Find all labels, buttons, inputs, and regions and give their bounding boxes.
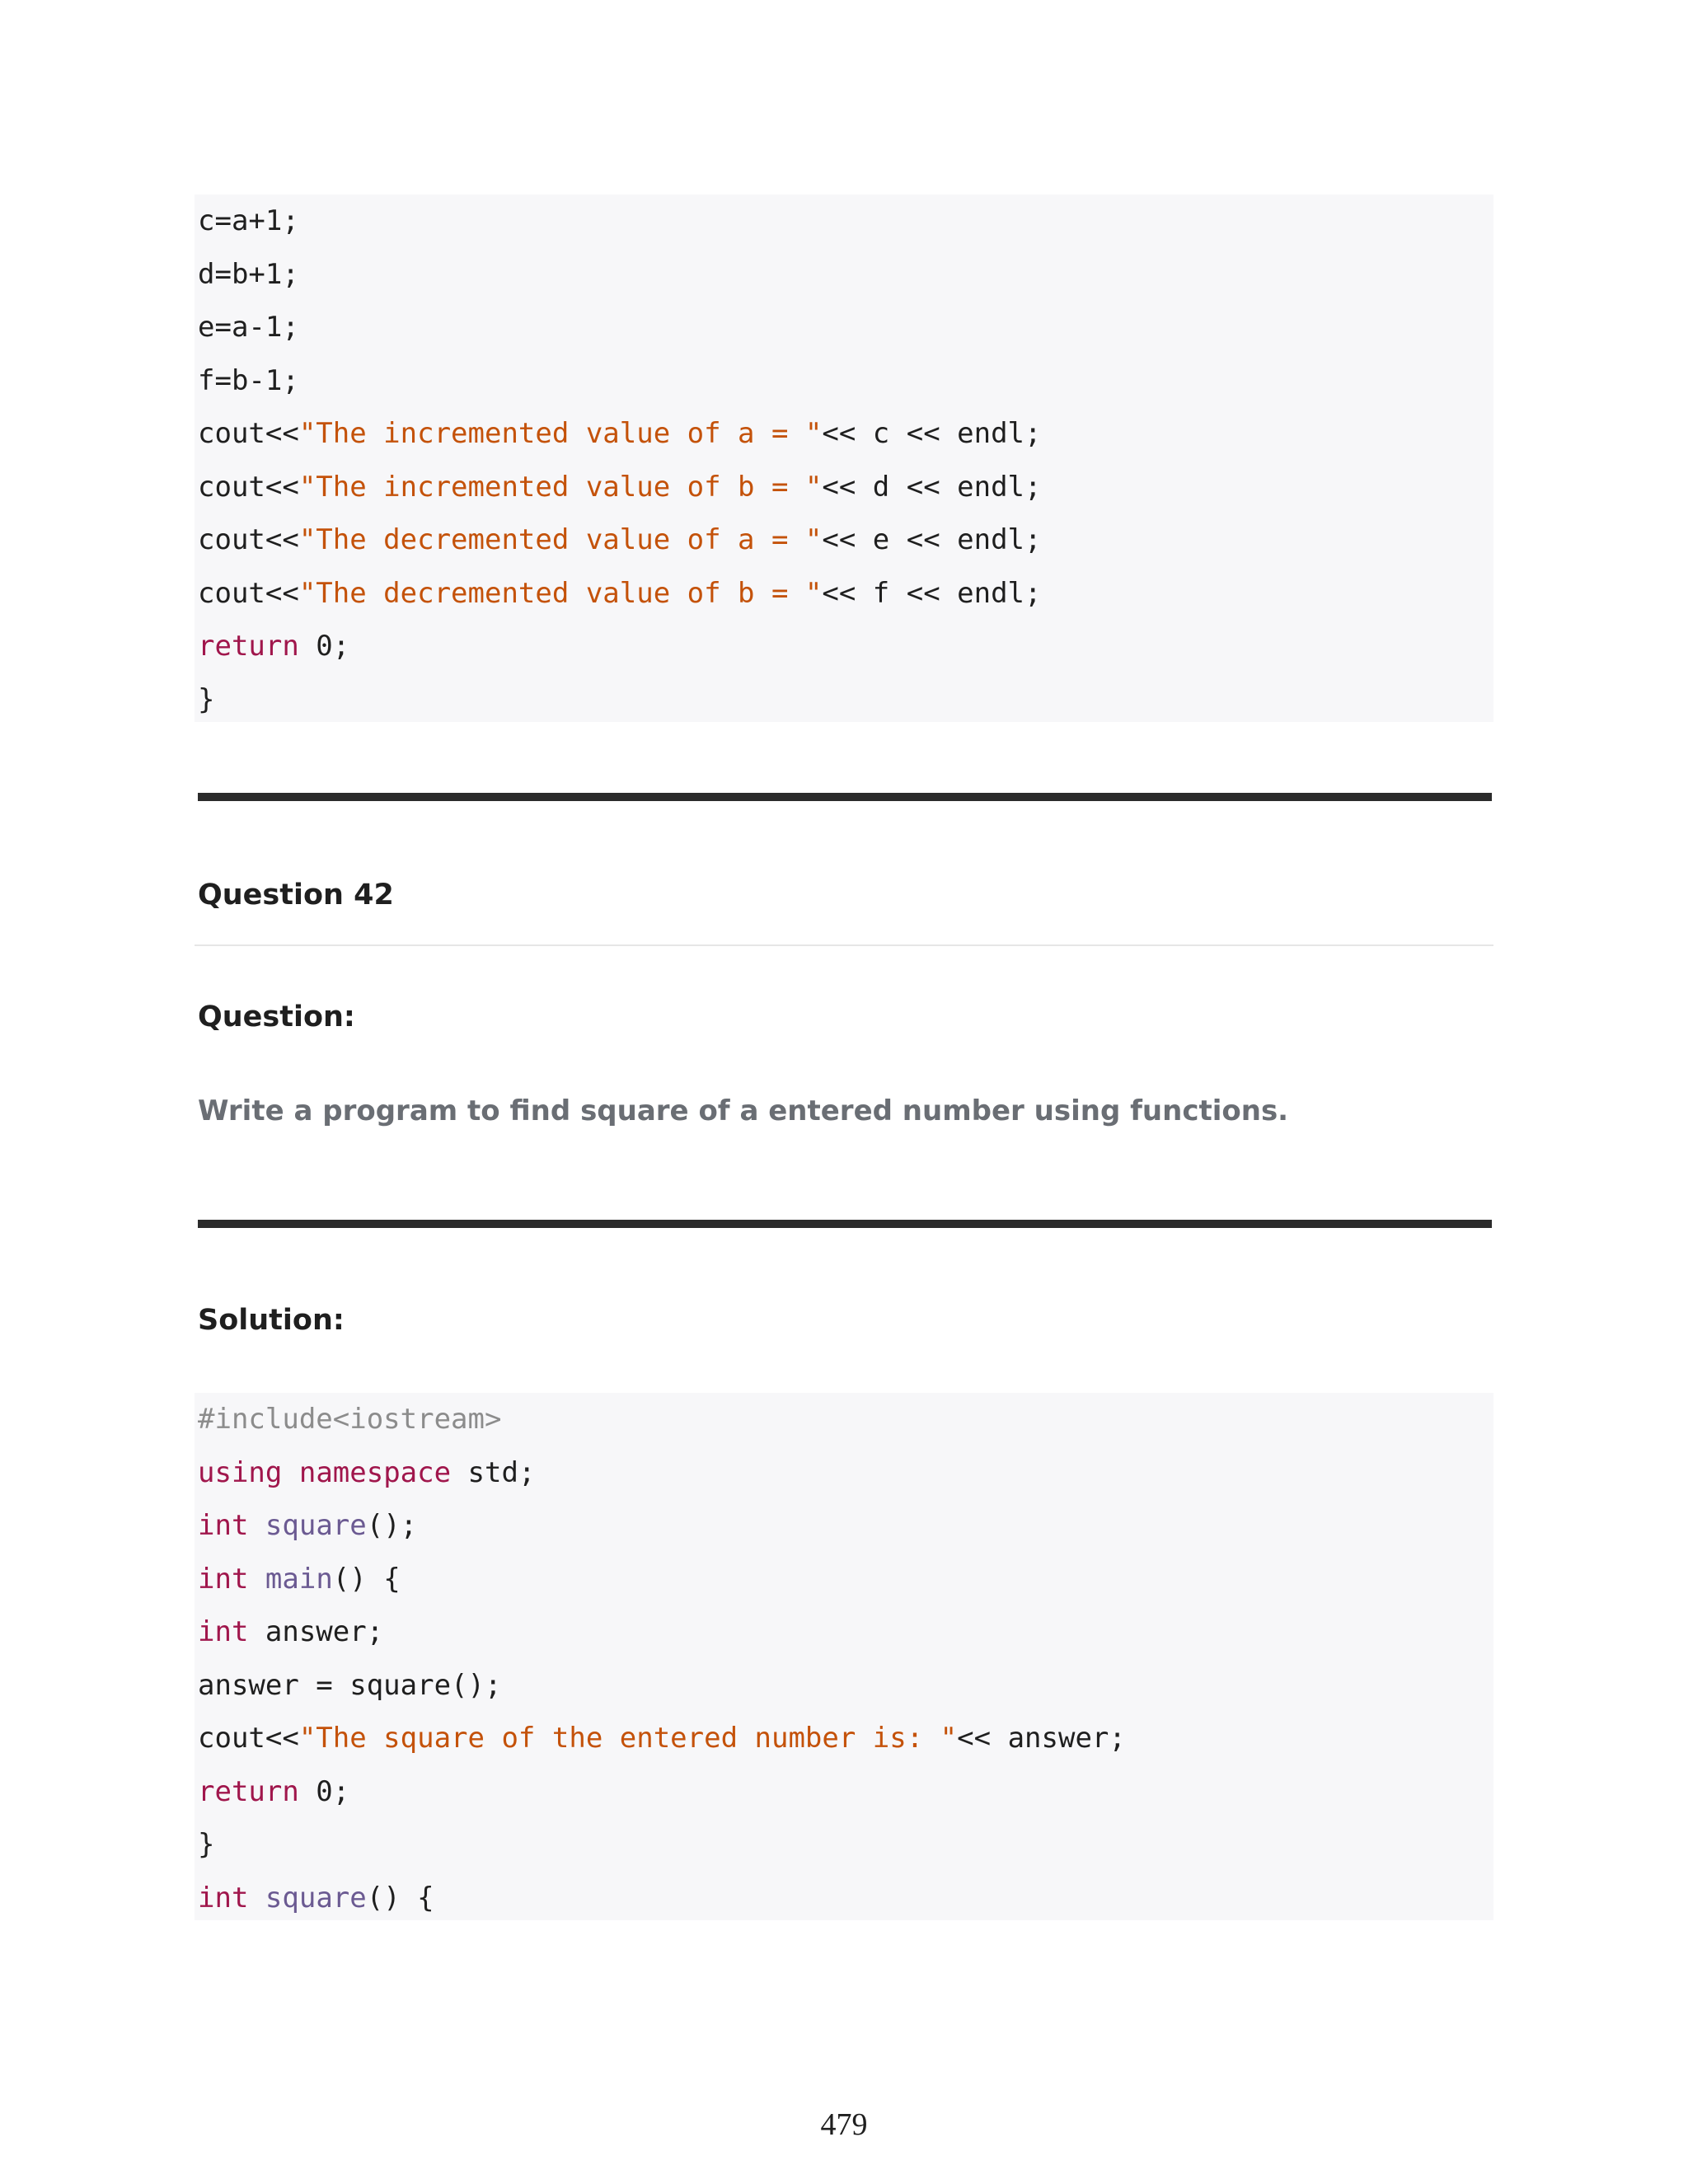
code-token: c=a+1;: [198, 204, 299, 237]
section-divider: [198, 1220, 1492, 1228]
question-text: Write a program to find square of a entered number using functions.: [198, 1094, 1289, 1127]
code-token: << f << endl;: [822, 576, 1042, 610]
code-token: << answer;: [957, 1722, 1126, 1755]
code-line: [198, 1553, 1493, 1606]
code-line: [198, 301, 1493, 354]
code-token: 0;: [298, 630, 350, 663]
code-token: int: [198, 1562, 249, 1596]
code-token: d=b+1;: [198, 257, 299, 291]
code-token: #include<iostream>: [198, 1403, 502, 1436]
code-line: [198, 354, 1493, 408]
code-token: << d << endl;: [822, 470, 1042, 504]
code-token: [248, 1882, 265, 1915]
code-line: [198, 513, 1493, 567]
code-token: using: [198, 1455, 283, 1489]
code-line: [198, 1499, 1493, 1553]
code-token: "The decremented value of b = ": [298, 576, 823, 610]
code-token: "The incremented value of b = ": [298, 470, 823, 504]
code-line: [198, 567, 1493, 621]
heading-underline: [195, 944, 1493, 946]
code-token: 0;: [298, 1774, 350, 1808]
code-token: namespace: [298, 1455, 452, 1489]
code-token: "The square of the entered number is: ": [298, 1722, 958, 1755]
code-token: cout<<: [198, 470, 299, 504]
code-token: answer = square();: [198, 1668, 502, 1702]
code-line: [198, 1765, 1493, 1819]
code-line: [198, 194, 1493, 248]
code-token: () {: [366, 1881, 434, 1915]
code-line: [198, 1872, 1493, 1925]
code-token: ();: [366, 1509, 418, 1542]
code-line: [198, 1393, 1493, 1446]
code-token: int: [198, 1881, 249, 1915]
code-token: return: [198, 1774, 299, 1808]
code-block-continued: [195, 194, 1493, 722]
code-token: f=b-1;: [198, 363, 299, 397]
code-token: cout<<: [198, 1722, 299, 1755]
question-number-heading: Question 42: [198, 879, 394, 912]
code-token: cout<<: [198, 576, 299, 610]
code-token: }: [198, 1828, 215, 1861]
solution-label: Solution:: [198, 1304, 345, 1337]
code-block-solution: [195, 1393, 1493, 1920]
code-token: return: [198, 630, 299, 663]
code-token: cout<<: [198, 523, 299, 556]
code-token: }: [198, 682, 215, 716]
code-token: e=a-1;: [198, 311, 299, 344]
code-line: [198, 407, 1493, 461]
code-line: [198, 1605, 1493, 1659]
code-token: std;: [451, 1455, 536, 1489]
code-token: cout<<: [198, 417, 299, 450]
code-token: "The decremented value of a = ": [298, 523, 823, 556]
code-token: [248, 1509, 265, 1542]
code-token: int: [198, 1509, 249, 1542]
code-line: [198, 1712, 1493, 1765]
code-token: "The incremented value of a = ": [298, 417, 823, 450]
code-token: square: [265, 1509, 367, 1542]
code-token: << c << endl;: [822, 417, 1042, 450]
code-line: [198, 620, 1493, 673]
code-token: square: [265, 1881, 367, 1915]
code-line: [198, 1446, 1493, 1500]
code-line: [198, 673, 1493, 727]
code-token: answer;: [248, 1615, 384, 1648]
question-label: Question:: [198, 1001, 355, 1033]
code-token: int: [198, 1615, 249, 1648]
code-line: [198, 1818, 1493, 1872]
code-line: [198, 248, 1493, 302]
section-divider: [198, 793, 1492, 801]
code-token: << e << endl;: [822, 523, 1042, 556]
code-token: [248, 1563, 265, 1596]
code-line: [198, 1659, 1493, 1713]
code-token: main: [265, 1562, 333, 1596]
code-token: [282, 1456, 298, 1489]
code-token: () {: [332, 1562, 401, 1596]
page-number: 479: [820, 2107, 868, 2142]
code-line: [198, 461, 1493, 514]
